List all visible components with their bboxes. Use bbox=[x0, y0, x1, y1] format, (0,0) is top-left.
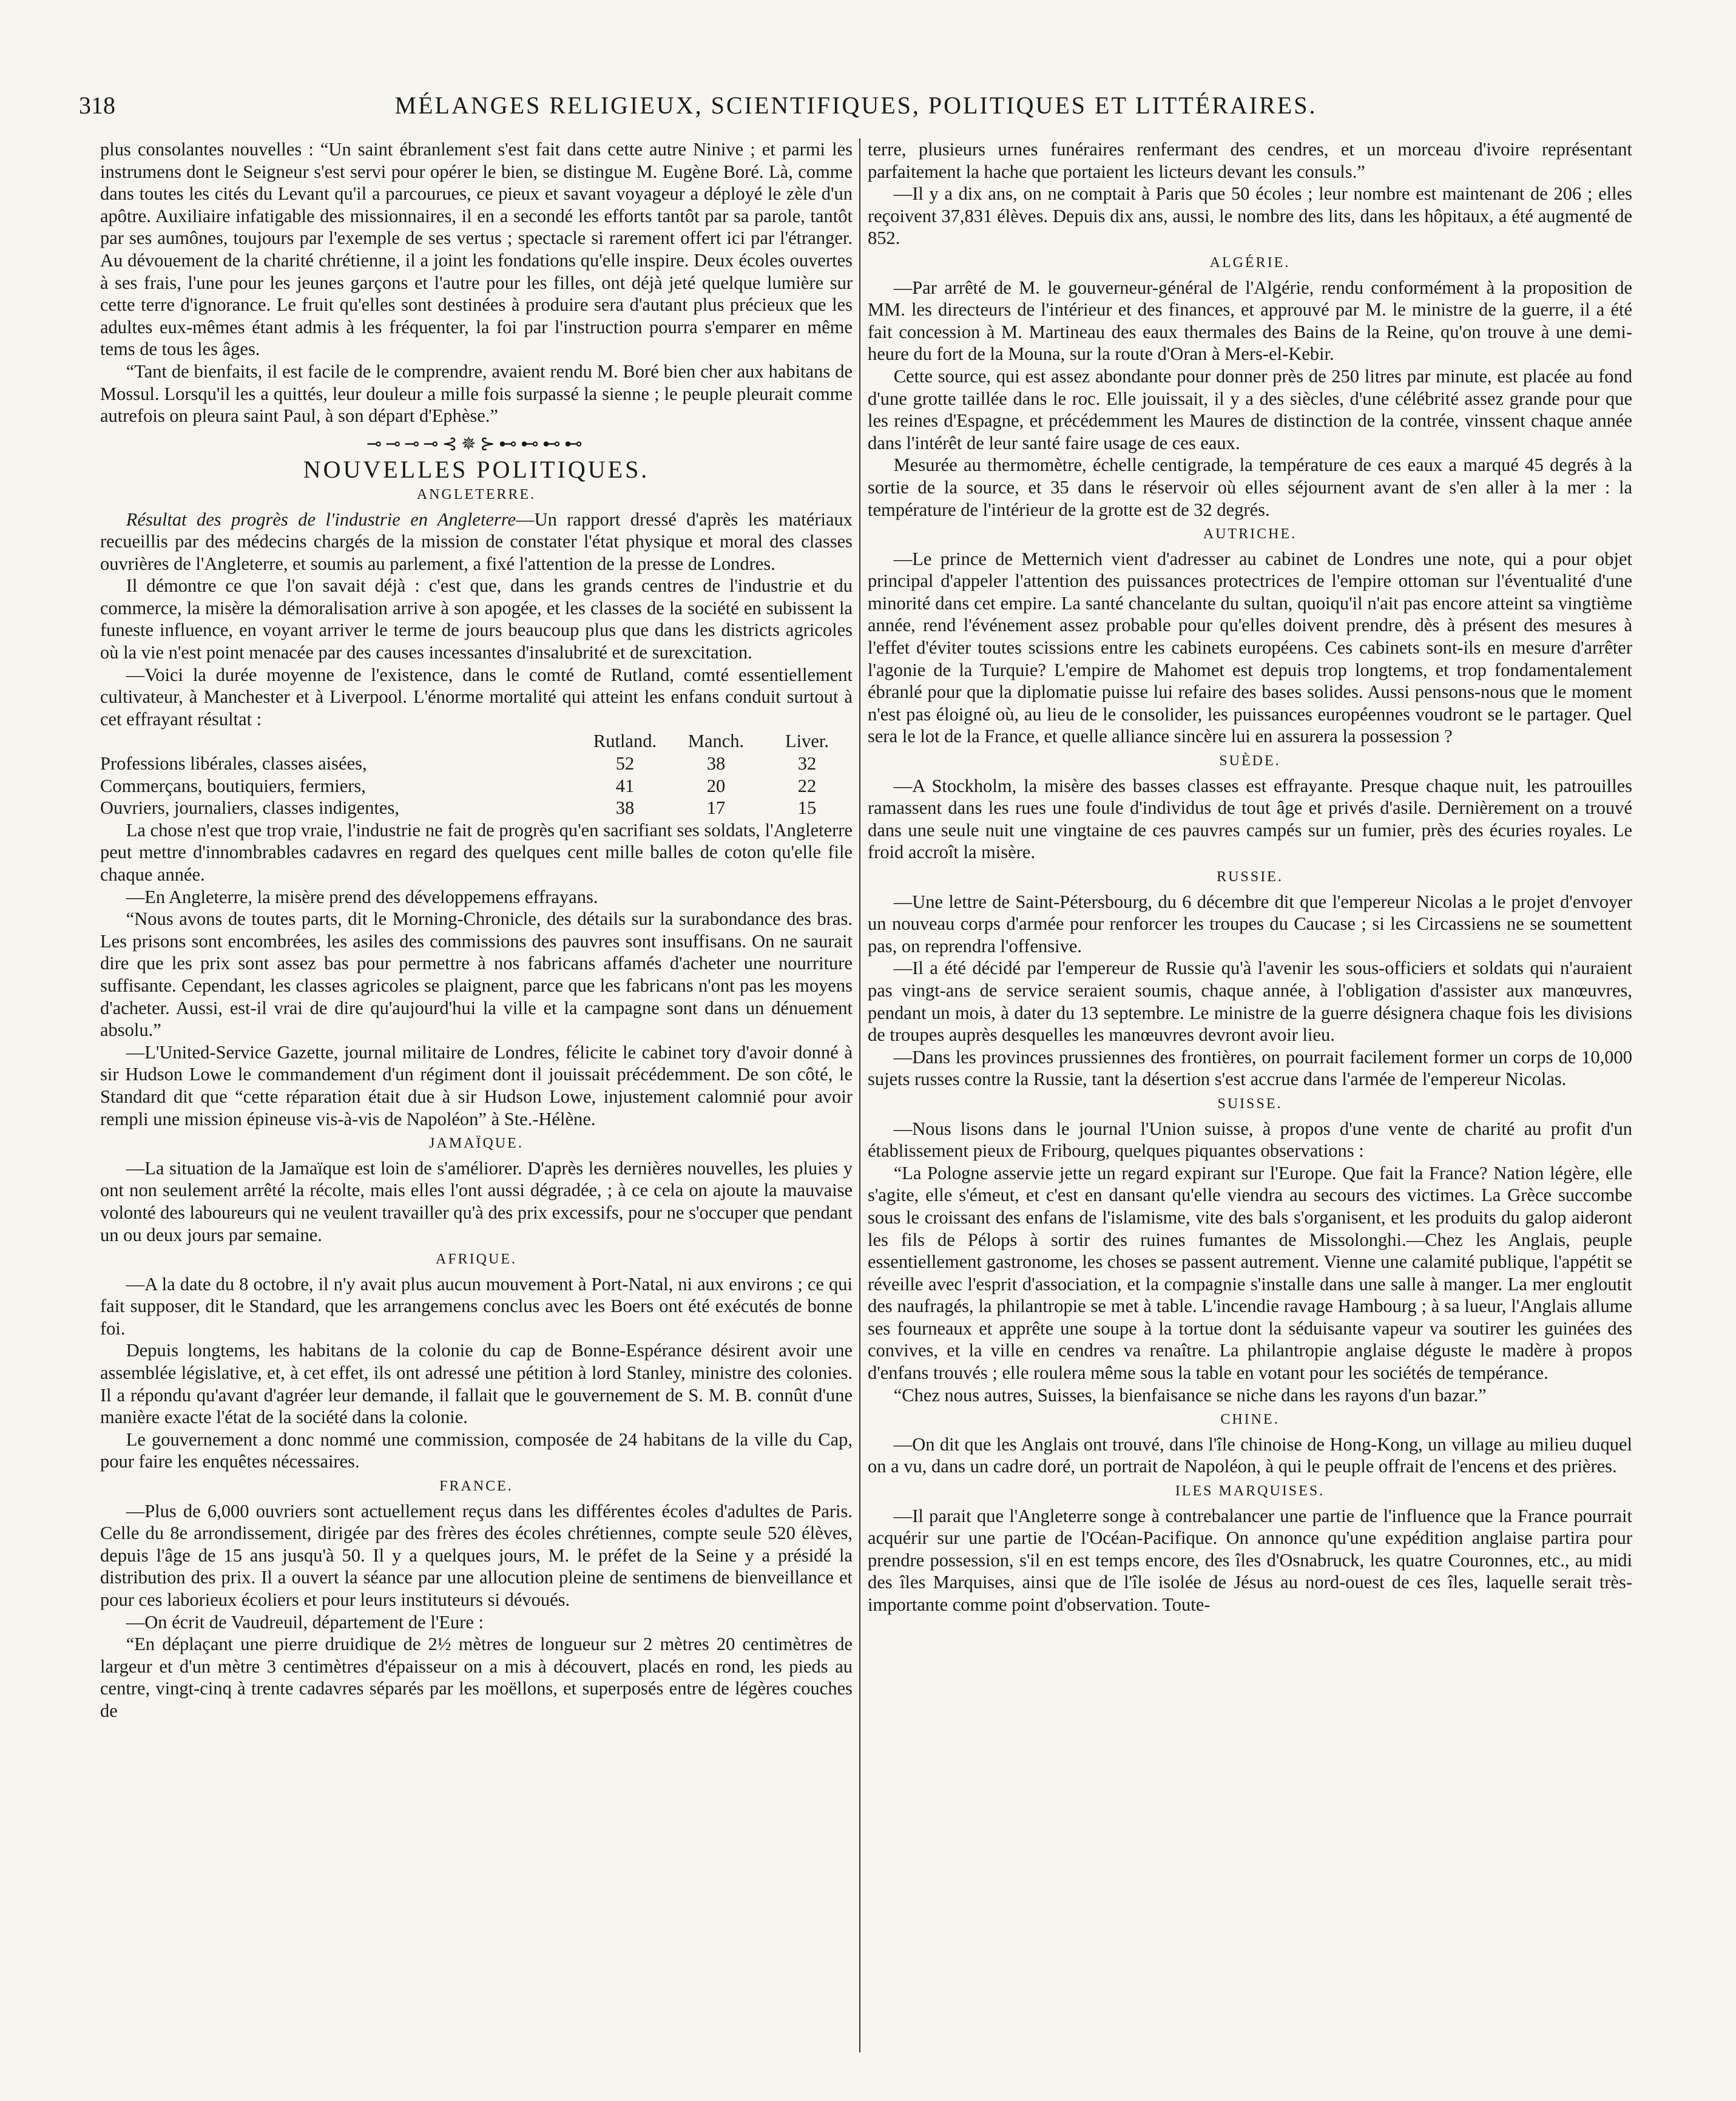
page-number: 318 bbox=[79, 92, 115, 119]
table-header: Liver. bbox=[785, 731, 829, 752]
table-header-row bbox=[100, 730, 853, 753]
section-heading: FRANCE. bbox=[439, 1478, 513, 1495]
paragraph: —On écrit de Vaudreuil, département de l'Eure : bbox=[126, 1611, 484, 1632]
paragraph: —Il y a dix ans, on ne comptait à Paris que 50 écoles ; leur nombre est maintenant de 206 ; elles reçoivent 37,831 élèves. Depuis dix ans, aussi, le nombre des lits, dans les hôpitaux, a été augmenté de 852. bbox=[868, 183, 1632, 249]
mortality-table bbox=[100, 730, 853, 819]
table-header: Manch. bbox=[687, 731, 745, 752]
paragraph: Il démontre ce que l'on savait déjà : c'est que, dans les grands centres de l'industrie et du commerce, la misère la démoralisation arrive à son apogée, et les classes de la société en subissent la funeste influence, en voyant arriver le terme de jours beaucoup plus que dans les districts agricoles où la vie n'est point menacée par des causes incessantes d'insalubrité et de surexcitation. bbox=[100, 575, 853, 663]
table-header bbox=[100, 730, 579, 753]
section-heading: JAMAÏQUE. bbox=[429, 1135, 524, 1152]
paragraph: —Il a été décidé par l'empereur de Russie qu'à l'avenir les sous-officiers et soldats qui n'auraient pas vingt-ans de service seraient soumis, chaque année, à l'obligation d'assister aux manœuvres, pendant un mois, à dater du 13 septembre. Le ministre de la guerre désignera chaque fois les divisions de troupes auprès desquelles les manœuvres devront avoir lieu. bbox=[868, 958, 1632, 1046]
paragraph: Le gouvernement a donc nommé une commission, composée de 24 habitans de la ville du Cap, pour faire les enquêtes nécessaires. bbox=[100, 1429, 853, 1472]
table-header: Rutland. bbox=[593, 731, 657, 752]
paragraph: —Il parait que l'Angleterre songe à contrebalancer une partie de l'influence que la France pourrait acquérir sur une partie de l'Océan-Pacifique. On annonce qu'une expédition anglaise partira pour prendre possession, s'il en est temps encore, des îles d'Osnabruck, les quatre Couronnes, etc., au midi des îles Marquises, ainsi que de l'île isolée de Jésus au nord-ouest de ces îles, laquelle serait très-importante comme point d'observation. Toute- bbox=[868, 1505, 1632, 1615]
paragraph: —A Stockholm, la misère des basses classes est effrayante. Presque chaque nuit, les patrouilles ramassent dans les rues une foule d'individus de tout âge et privés d'asile. Dernièrement on a trouvé dans une seule nuit une vingtaine de ces pauvres campés sur un fumier, près des écuries royales. Le froid accroît la misère. bbox=[868, 775, 1632, 863]
paragraph: “Chez nous autres, Suisses, la bienfaisance se niche dans les rayons d'un bazar.” bbox=[893, 1384, 1487, 1406]
paragraph: —Plus de 6,000 ouvriers sont actuellement reçus dans les différentes écoles d'adultes de Paris. Celle du 8e arrondissement, dirigée par des frères des écoles chrétiennes, compte seule 520 élèves, depuis l'âge de 15 ans jusqu'à 50. Il y a quelques jours, M. le préfet de la Seine y a présidé la distribution des prix. Il a ouvert la séance par une allocution pleine de sentimens de bienveillance et pour ces laborieux écoliers et pour leurs instituteurs si dévoués. bbox=[100, 1500, 853, 1610]
paragraph: plus consolantes nouvelles : “Un saint ébranlement s'est fait dans cette autre Ninive ; et parmi les instrumens dont le Seigneur s'est servi pour opérer le bien, se distingue M. Eugène Boré. Là, comme dans toutes les cités du Levant qu'il a parcourues, ce pieux et savant voyageur a déployé le zèle d'un apôtre. Auxiliaire infatigable des missionnaires, il en a secondé les efforts tantôt par sa parole, tantôt par ses aumônes, toujours par l'exemple de ses vertus ; spectacle si rarement offert ici par l'étranger. Au dévouement de la charité chrétienne, il a joint les fondations qu'elle inspire. Deux écoles ouvertes à ses frais, l'une pour les jeunes garçons et l'autre pour les filles, ont déjà jeté quelque lumière sur cette terre d'ignorance. Le fruit qu'elles sont destinées à produire sera d'autant plus précieux que les adultes eux-mêmes étant admis à les fréquenter, la foi par l'instruction pourra s'emparer en même tems de tous les âges. bbox=[100, 139, 853, 360]
paragraph: —Le prince de Metternich vient d'adresser au cabinet de Londres une note, qui a pour objet principal d'appeler l'attention des puissances protectrices de l'empire ottoman sur l'éventualité d'une minorité dans cet empire. La santé chancelante du sultan, quoiqu'il n'ait pas encore atteint sa vingtième année, rend l'événement assez probable pour qu'elles doivent prendre, dès à présent des mesures à l'effet d'éviter toutes scissions entre les cabinets européens. Ces cabinets sont-ils en mesure d'arrêter l'agonie de la Turquie? L'empire de Mahomet est depuis trop longtems, et trop fondamentalement ébranlé pour que la diplomatie puisse lui refaire des bases solides. Aussi pensons-nous que le moment n'est pas éloigné où, au lieu de le consolider, les puissances européennes voudront se le partager. Quel sera le lot de la France, et quelle alliance sincère lui en assurera la possession ? bbox=[868, 548, 1632, 747]
paragraph-text: —Un rapport dressé d'après les matériaux recueillis par des médecins chargés de la mission de constater l'état physique et moral des classes ouvrières de l'Angleterre, et soumis au parlement, a fixé l'attention de la presse de Londres. bbox=[100, 509, 853, 574]
paragraph: terre, plusieurs urnes funéraires renfermant des cendres, et un morceau d'ivoire représentant parfaitement la hache que portaient les licteurs devant les consuls.” bbox=[868, 139, 1632, 182]
table-row bbox=[100, 797, 853, 819]
paragraph: —Voici la durée moyenne de l'existence, dans le comté de Rutland, comté essentiellement cultivateur, à Manchester et à Liverpool. L'énorme mortalité qui atteint les enfans conduit surtout à cet effrayant résultat : bbox=[100, 664, 853, 729]
table-cell: 15 bbox=[797, 797, 817, 819]
paragraph: —A la date du 8 octobre, il n'y avait plus aucun mouvement à Port-Natal, ni aux environs ; ce qui fait supposer, dit le Standard, que les arrangemens conclus avec les Boers ont été exécutés de bonne foi. bbox=[100, 1273, 853, 1339]
ornament-divider: ⊸⊸⊸⊸⊰✵⊱⊷⊷⊷⊷ bbox=[366, 433, 586, 454]
paragraph: —Par arrêté de M. le gouverneur-général de l'Algérie, rendu conformément à la proposition de MM. les directeurs de l'intérieur et des finances, et approuvé par M. le ministre de la guerre, il a été fait concession à M. Martineau des eaux thermales des Bains de la Reine, qu'on trouve à une demi-heure du fort de la Mouna, sur la route d'Oran à Mers-el-Kebir. bbox=[868, 277, 1632, 365]
section-heading: ANGLETERRE. bbox=[416, 486, 536, 502]
paragraph: —Nous lisons dans le journal l'Union suisse, à propos d'une vente de charité au profit d'un établissement pieux de Fribourg, quelques piquantes observations : bbox=[868, 1118, 1632, 1162]
paragraph: Depuis longtems, les habitans de la colonie du cap de Bonne-Espérance désirent avoir une assemblée législative, et, à cet effet, ils ont adressé une pétition à lord Stanley, ministre des colonies. Il a répondu qu'avant d'agréer leur demande, il fallait que le gouvernement de S. M. B. connût d'une manière exacte l'état de la société dans la colonie. bbox=[100, 1340, 853, 1428]
table-row bbox=[100, 753, 853, 775]
section-heading: ILES MARQUISES. bbox=[1175, 1483, 1325, 1500]
paragraph: Mesurée au thermomètre, échelle centigrade, la température de ces eaux a marqué 45 degrés à la sortie de la source, et 35 dans le réservoir où elles séjournent avant de s'en aller à la mer : la température de l'intérieur de la grotte est de 32 degrés. bbox=[868, 455, 1632, 520]
paragraph: —Une lettre de Saint-Pétersbourg, du 6 décembre dit que l'empereur Nicolas a le projet d'envoyer un nouveau corps d'armée pour renforcer les troupes du Caucase ; si les Circassiens ne se soumettent pas, on reprendra l'offensive. bbox=[868, 891, 1632, 956]
paragraph: —L'United-Service Gazette, journal militaire de Londres, félicite le cabinet tory d'avoir donné à sir Hudson Lowe le commandement d'un régiment dont il jouissait précédemment. De son côté, le Standard dit que “cette réparation était due à sir Hudson Lowe, injustement calomnié pour avoir rempli une mission épineuse vis-à-vis de Napoléon” à Ste.-Hélène. bbox=[100, 1041, 853, 1129]
table-cell: 20 bbox=[706, 775, 726, 796]
left-column bbox=[100, 138, 853, 2052]
paragraph: Cette source, qui est assez abondante pour donner près de 250 litres par minute, est placée au fond d'une grotte taillée dans le roc. Elle jouissait, il y a des siècles, d'une célébrité assez grande pour que les reines d'Espagne, et précédemment les Maures de distinction de la contrée, vinssent chaque année dans l'intérêt de leur santé faire usage de ces eaux. bbox=[868, 365, 1632, 453]
paragraph bbox=[100, 509, 853, 575]
section-heading: SUISSE. bbox=[1217, 1095, 1283, 1112]
paragraph: “Tant de bienfaits, il est facile de le comprendre, avaient rendu M. Boré bien cher aux habitans de Mossul. Lorsqu'il les a quittés, leur douleur a mille fois surpassé la sienne ; le peuple pleurait comme autrefois on pleura saint Paul, à son départ d'Ephèse.” bbox=[100, 360, 853, 427]
section-heading: AFRIQUE. bbox=[435, 1251, 517, 1268]
section-title: NOUVELLES POLITIQUES. bbox=[303, 456, 650, 484]
paragraph: —En Angleterre, la misère prend des développemens effrayans. bbox=[126, 886, 598, 907]
table-cell: Professions libérales, classes aisées, bbox=[100, 753, 367, 774]
paragraph: “En déplaçant une pierre druidique de 2½ mètres de longueur sur 2 mètres 20 centimètres de largeur et d'un mètre 3 centimètres d'épaisseur on a mis à découvert, placés en rond, les pieds au centre, vingt-cinq à trente cadavres séparés par les moëllons, et superposés entre de légères couches de bbox=[100, 1634, 853, 1721]
table-cell: 41 bbox=[615, 775, 635, 796]
running-title: MÉLANGES RELIGIEUX, SCIENTIFIQUES, POLITIQUES ET LITTÉRAIRES. bbox=[394, 92, 1317, 119]
table-cell: 38 bbox=[615, 797, 635, 819]
section-heading: AUTRICHE. bbox=[1203, 526, 1297, 543]
running-header bbox=[79, 91, 1633, 134]
section-heading: ALGÉRIE. bbox=[1209, 254, 1291, 271]
paragraph: —On dit que les Anglais ont trouvé, dans l'île chinoise de Hong-Kong, un village au milieu duquel on a vu, dans un cadre doré, un portrait de Napoléon, à qui le peuple offrait de l'encens et des prières. bbox=[868, 1433, 1632, 1477]
italic-lead: Résultat des progrès de l'industrie en Angleterre bbox=[126, 509, 516, 530]
table-cell: 22 bbox=[797, 775, 817, 796]
paragraph: —La situation de la Jamaïque est loin de s'améliorer. D'après les dernières nouvelles, les pluies y ont non seulement arrêté la récolte, mais elles l'ont aussi dégradée, ; à ce cela on ajoute la mauvaise volonté des laboureurs qui ne veulent travailler qu'à des prix excessifs, pour ne s'occuper que pendant un ou deux jours par semaine. bbox=[100, 1157, 853, 1245]
table-cell: 32 bbox=[797, 753, 817, 774]
paragraph: —Dans les provinces prussiennes des frontières, on pourrait facilement former un corps de 10,000 sujets russes contre la Russie, tant la désertion s'est accrue dans l'armée de l'empereur Nicolas. bbox=[868, 1046, 1632, 1090]
section-heading: RUSSIE. bbox=[1217, 869, 1283, 885]
table-cell: Ouvriers, journaliers, classes indigentes, bbox=[100, 797, 399, 819]
section-heading: SUÈDE. bbox=[1219, 753, 1281, 770]
section-heading: CHINE. bbox=[1220, 1412, 1280, 1428]
table-cell: 38 bbox=[706, 753, 726, 774]
paragraph: “Nous avons de toutes parts, dit le Morning-Chronicle, des détails sur la surabondance des bras. Les prisons sont encombrées, les asiles des commissions des pauvres sont insuffisans. On ne saurait dire que les prix sont assez bas pour permettre à nos fabricans affamés d'acheter une nourriture suffisante. Cependant, les classes agricoles se plaignent, parce que les fabricans n'ont pas les moyens d'acheter. Aussi, est-il vrai de dire qu'aujourd'hui la ville et la campagne sont dans un dénuement absolu.” bbox=[100, 908, 853, 1041]
paragraph: “La Pologne asservie jette un regard expirant sur l'Europe. Que fait la France? Nation légère, elle s'agite, elle s'émeut, et c'est en dansant qu'elle viendra au secours des victimes. La Grèce succombe sous le croissant des enfans de l'islamisme, vite des bals s'organisent, et les produits du galop aideront les fils de Pélops à sortir des ruines fumantes de Missolonghi.—Chez les Anglais, peuple essentiellement gastronome, les choses se passent autrement. Vienne une calamité publique, l'appétit se réveille avec l'esprit d'association, et la compagnie s'installe dans une salle à manger. La mer engloutit des naufragés, la philantropie se met à table. L'incendie ravage Hambourg ; à sa lueur, l'Anglais allume ses fourneaux et apprête une soupe à la tortue dont la séduisante vapeur va soutirer les guinées des convives, et la ville en cendres va renaître. La philantropie anglaise déguste le madère à propos d'enfans trouvés ; elle roulera même sous la table en votant pour les sociétés de tempérance. bbox=[868, 1162, 1632, 1384]
column-rule bbox=[859, 138, 860, 2052]
table-row bbox=[100, 775, 853, 797]
right-column bbox=[868, 138, 1632, 2052]
table-cell: Commerçans, boutiquiers, fermiers, bbox=[100, 775, 366, 796]
table-cell: 52 bbox=[615, 753, 635, 774]
paragraph: La chose n'est que trop vraie, l'industrie ne fait de progrès qu'en sacrifiant ses soldats, l'Angleterre peut mettre d'innombrables cadavres en regard des quelques cent mille balles de coton qu'elle file chaque année. bbox=[100, 819, 853, 885]
table-cell: 17 bbox=[706, 797, 726, 819]
